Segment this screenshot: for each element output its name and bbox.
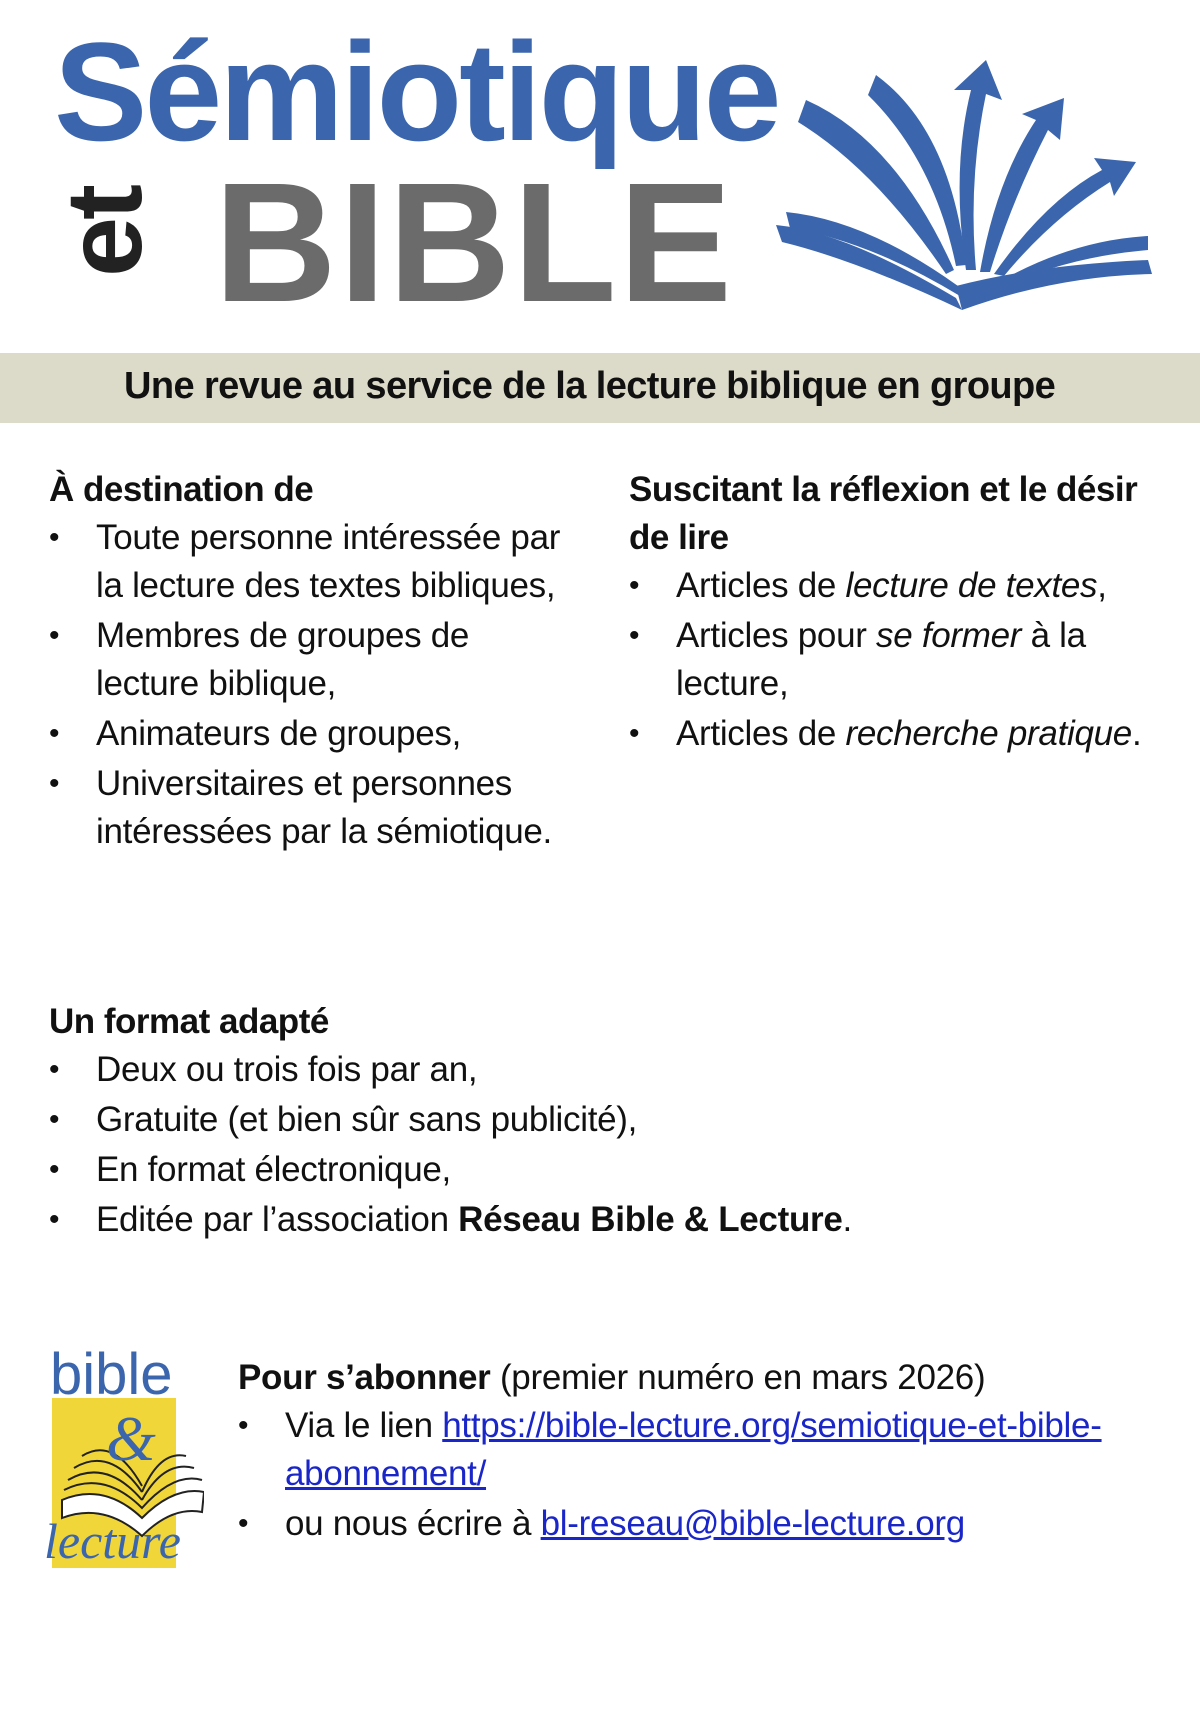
bullet-icon: • [49,767,60,800]
content-heading: Suscitant la réflexion et le désir de lire [629,470,1138,557]
bullet-icon: • [238,1507,249,1540]
list-item: • Articles de recherche pratique. [629,710,1164,758]
bullet-icon: • [629,619,640,652]
subscribe-heading: Pour s’abonner (premier numéro en mars 2026) [238,1358,986,1397]
format-section [49,998,1149,1244]
bible-et-lecture-logo [44,1340,204,1570]
logo-ampersand: & [106,1403,156,1474]
bullet-icon: • [629,569,640,602]
open-book-arrows-icon [776,60,1156,310]
list-item: • En format électronique, [49,1146,1149,1194]
publisher-name: Réseau Bible & Lecture [458,1200,843,1239]
content-section [629,466,1164,758]
bullet-icon: • [49,1053,60,1086]
list-item: • Membres de groupes de lecture biblique, [49,612,579,708]
title-semiotique: Sémiotique [54,13,779,170]
audience-list [49,514,579,856]
bullet-icon: • [49,1103,60,1136]
list-item: • Articles pour se former à la lecture, [629,612,1164,708]
audience-section [49,466,579,856]
bullet-icon: • [49,717,60,750]
subscribe-list [238,1402,1138,1548]
list-item: • Editée par l’association Réseau Bible & Lecture. [49,1196,1149,1244]
content-list [629,562,1164,758]
bullet-icon: • [49,619,60,652]
list-item: • Toute personne intéressée par la lecture des textes bibliques, [49,514,579,610]
bullet-icon: • [238,1409,249,1442]
tagline: Une revue au service de la lecture biblique en groupe [124,365,1056,407]
list-item: • ou nous écrire à bl-reseau@bible-lecture.org [238,1500,1138,1548]
title-et: et [43,186,164,278]
email-link[interactable]: bl-reseau@bible-lecture.org [540,1504,965,1543]
logo-word-bible: bible [50,1342,173,1407]
subscribe-section [238,1354,1138,1548]
title-bible: BIBLE [214,148,734,338]
subscribe-link[interactable]: https://bible-lecture.org/semiotique-et-bible-abonnement/ [285,1406,1102,1493]
list-item: • Deux ou trois fois par an, [49,1046,1149,1094]
bullet-icon: • [629,717,640,750]
audience-heading: À destination de [49,470,314,509]
list-item: • Animateurs de groupes, [49,710,579,758]
bullet-icon: • [49,1153,60,1186]
logo-word-lecture: lecture [44,1513,181,1569]
format-list [49,1046,1149,1244]
list-item: • Articles de lecture de textes, [629,562,1164,610]
bullet-icon: • [49,1203,60,1236]
format-heading: Un format adapté [49,1002,329,1041]
list-item: • Gratuite (et bien sûr sans publicité), [49,1096,1149,1144]
bullet-icon: • [49,521,60,554]
list-item: • Universitaires et personnes intéressées par la sémiotique. [49,760,579,856]
list-item: • Via le lien https://bible-lecture.org/semiotique-et-bible-abonnement/ [238,1402,1138,1498]
